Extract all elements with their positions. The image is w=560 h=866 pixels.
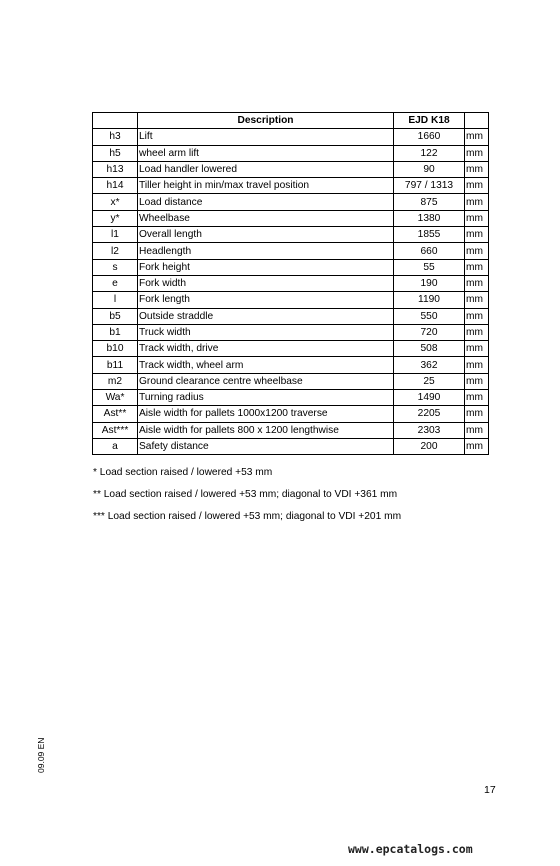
row-value: 122 — [394, 145, 465, 161]
row-symbol: y* — [93, 210, 138, 226]
row-symbol: h5 — [93, 145, 138, 161]
row-value: 1660 — [394, 129, 465, 145]
row-value: 90 — [394, 161, 465, 177]
header-symbol — [93, 113, 138, 129]
row-description: Aisle width for pallets 1000x1200 traverse — [138, 406, 394, 422]
row-value: 508 — [394, 341, 465, 357]
row-unit: mm — [465, 129, 489, 145]
row-unit: mm — [465, 259, 489, 275]
row-symbol: b5 — [93, 308, 138, 324]
document-version-code: 09.09 EN — [36, 737, 46, 773]
row-unit: mm — [465, 324, 489, 340]
table-row — [93, 341, 489, 357]
row-description: Lift — [138, 129, 394, 145]
row-unit: mm — [465, 438, 489, 454]
row-value: 190 — [394, 275, 465, 291]
table-row — [93, 390, 489, 406]
row-description: Fork length — [138, 292, 394, 308]
table-row — [93, 422, 489, 438]
row-value: 2303 — [394, 422, 465, 438]
row-value: 660 — [394, 243, 465, 259]
table-row — [93, 129, 489, 145]
row-symbol: h13 — [93, 161, 138, 177]
row-symbol: l1 — [93, 227, 138, 243]
row-description: Turning radius — [138, 390, 394, 406]
row-description: Track width, drive — [138, 341, 394, 357]
row-value: 200 — [394, 438, 465, 454]
row-description: Load handler lowered — [138, 161, 394, 177]
table-row — [93, 178, 489, 194]
table-row — [93, 406, 489, 422]
row-value: 875 — [394, 194, 465, 210]
table-header-row — [93, 113, 489, 129]
row-description: Outside straddle — [138, 308, 394, 324]
table-row — [93, 275, 489, 291]
table-row — [93, 438, 489, 454]
table-row — [93, 210, 489, 226]
row-symbol: x* — [93, 194, 138, 210]
row-unit: mm — [465, 145, 489, 161]
row-unit: mm — [465, 422, 489, 438]
row-symbol: Ast** — [93, 406, 138, 422]
row-symbol: l2 — [93, 243, 138, 259]
row-unit: mm — [465, 161, 489, 177]
row-description: Ground clearance centre wheelbase — [138, 373, 394, 389]
row-value: 55 — [394, 259, 465, 275]
row-symbol: a — [93, 438, 138, 454]
table-row — [93, 259, 489, 275]
row-symbol: e — [93, 275, 138, 291]
footnote-2: ** Load section raised / lowered +53 mm; diagonal to VDI +361 mm — [93, 489, 398, 500]
row-unit: mm — [465, 194, 489, 210]
header-value: EJD K18 — [394, 113, 465, 129]
row-symbol: m2 — [93, 373, 138, 389]
row-value: 362 — [394, 357, 465, 373]
row-symbol: l — [93, 292, 138, 308]
table-row — [93, 324, 489, 340]
row-description: Fork height — [138, 259, 394, 275]
row-symbol: Ast*** — [93, 422, 138, 438]
row-value: 1380 — [394, 210, 465, 226]
page-number: 17 — [484, 784, 496, 796]
table-row — [93, 194, 489, 210]
specification-table — [92, 112, 489, 455]
row-description: Wheelbase — [138, 210, 394, 226]
row-symbol: Wa* — [93, 390, 138, 406]
row-unit: mm — [465, 210, 489, 226]
row-unit: mm — [465, 243, 489, 259]
row-value: 1190 — [394, 292, 465, 308]
table-row — [93, 243, 489, 259]
row-value: 550 — [394, 308, 465, 324]
row-description: Aisle width for pallets 800 x 1200 lengthwise — [138, 422, 394, 438]
row-description: Truck width — [138, 324, 394, 340]
header-description: Description — [138, 113, 394, 129]
row-unit: mm — [465, 357, 489, 373]
row-unit: mm — [465, 373, 489, 389]
row-symbol: s — [93, 259, 138, 275]
row-description: Headlength — [138, 243, 394, 259]
row-unit: mm — [465, 308, 489, 324]
header-unit — [465, 113, 489, 129]
row-description: Track width, wheel arm — [138, 357, 394, 373]
row-unit: mm — [465, 227, 489, 243]
table-body — [93, 129, 489, 455]
watermark-url: www.epcatalogs.com — [348, 842, 473, 856]
table-row — [93, 357, 489, 373]
table-row — [93, 373, 489, 389]
table-row — [93, 292, 489, 308]
table-row — [93, 145, 489, 161]
row-description: wheel arm lift — [138, 145, 394, 161]
row-description: Fork width — [138, 275, 394, 291]
row-symbol: b10 — [93, 341, 138, 357]
footnotes — [93, 462, 401, 528]
row-value: 25 — [394, 373, 465, 389]
table-row — [93, 161, 489, 177]
row-symbol: h14 — [93, 178, 138, 194]
row-value: 1855 — [394, 227, 465, 243]
row-value: 1490 — [394, 390, 465, 406]
row-description: Overall length — [138, 227, 394, 243]
table-row — [93, 308, 489, 324]
footnote-3: *** Load section raised / lowered +53 mm; diagonal to VDI +201 mm — [93, 511, 402, 522]
row-description: Load distance — [138, 194, 394, 210]
row-description: Tiller height in min/max travel position — [138, 178, 394, 194]
row-description: Safety distance — [138, 438, 394, 454]
footnote-1: * Load section raised / lowered +53 mm — [93, 467, 273, 478]
row-unit: mm — [465, 390, 489, 406]
row-unit: mm — [465, 275, 489, 291]
table-row — [93, 227, 489, 243]
row-unit: mm — [465, 406, 489, 422]
row-unit: mm — [465, 292, 489, 308]
row-symbol: b1 — [93, 324, 138, 340]
row-symbol: h3 — [93, 129, 138, 145]
row-symbol: b11 — [93, 357, 138, 373]
row-unit: mm — [465, 341, 489, 357]
row-value: 797 / 1313 — [394, 178, 465, 194]
row-value: 720 — [394, 324, 465, 340]
row-unit: mm — [465, 178, 489, 194]
row-value: 2205 — [394, 406, 465, 422]
